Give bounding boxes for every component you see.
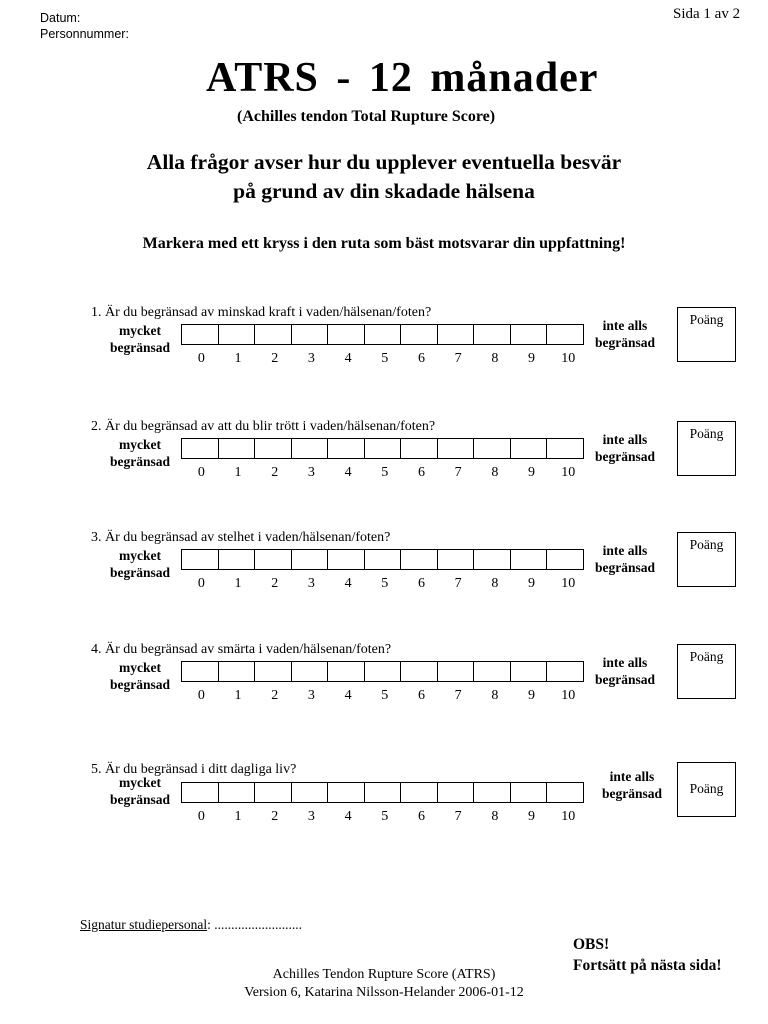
scale-number: 8 [491,351,499,366]
rating-scale [181,324,584,345]
scale-number: 2 [271,688,279,703]
scale-numbers [183,465,587,481]
scale-number: 10 [561,688,576,703]
scale-number: 0 [197,809,205,824]
scale-numbers [183,688,587,704]
scale-number: 7 [454,576,462,591]
scale-number: 5 [381,351,389,366]
label-not-limited: inte alls begränsad [594,432,655,464]
rating-checkbox-9[interactable] [511,325,548,344]
scale-number: 4 [344,351,352,366]
rating-checkbox-9[interactable] [511,662,548,681]
scale-number: 9 [528,576,536,591]
label-very-limited: mycket begränsad [109,548,170,580]
obs-heading: OBS! [573,936,610,953]
page-indicator: Sida 1 av 2 [673,6,741,22]
intro-text [0,148,768,206]
rating-checkbox-7[interactable] [438,325,475,344]
scale-number: 4 [344,809,352,824]
scale-number: 5 [381,465,389,480]
rating-checkbox-2[interactable] [255,662,292,681]
score-box[interactable] [677,762,736,817]
label-very-limited: mycket begränsad [109,660,170,692]
scale-number: 2 [271,465,279,480]
signature-dots: : .......................... [207,917,302,932]
scale-number: 8 [491,465,499,480]
rating-checkbox-7[interactable] [438,439,475,458]
rating-checkbox-10[interactable] [547,550,583,569]
rating-checkbox-4[interactable] [328,325,365,344]
scale-number: 0 [197,688,205,703]
scale-number: 3 [307,351,315,366]
footer-title: Achilles Tendon Rupture Score (ATRS) [272,967,496,982]
scale-number: 1 [234,576,242,591]
label-very-limited: mycket begränsad [109,323,170,355]
rating-scale [181,782,584,803]
rating-checkbox-10[interactable] [547,783,583,802]
question-text: 5. Är du begränsad i ditt dagliga liv? [91,762,297,777]
scale-number: 6 [417,351,425,366]
scale-number: 3 [307,809,315,824]
rating-checkbox-2[interactable] [255,783,292,802]
signature-label: Signatur studiepersonal [80,917,208,932]
rating-checkbox-7[interactable] [438,783,475,802]
scale-number: 8 [491,688,499,703]
rating-checkbox-8[interactable] [474,325,511,344]
scale-number: 7 [454,809,462,824]
rating-checkbox-2[interactable] [255,325,292,344]
scale-numbers [183,576,587,592]
label-not-limited: inte alls begränsad [594,655,655,687]
label-very-limited: mycket begränsad [109,775,170,807]
score-label: Poäng [689,781,724,796]
rating-checkbox-3[interactable] [292,662,329,681]
rating-checkbox-10[interactable] [547,439,583,458]
scale-numbers [183,809,587,825]
scale-number: 4 [344,576,352,591]
scale-number: 6 [417,688,425,703]
scale-number: 2 [271,809,279,824]
score-label: Poäng [689,537,724,552]
rating-checkbox-4[interactable] [328,783,365,802]
rating-checkbox-9[interactable] [511,783,548,802]
rating-checkbox-10[interactable] [547,662,583,681]
question-text: 3. Är du begränsad av stelhet i vaden/hälsenan/foten? [91,530,391,545]
question-text: 4. Är du begränsad av smärta i vaden/hälsenan/foten? [91,642,392,657]
scale-number: 5 [381,688,389,703]
rating-checkbox-0[interactable] [182,550,219,569]
scale-number: 6 [417,465,425,480]
personnummer-label: Personnummer: [40,27,129,41]
rating-checkbox-0[interactable] [182,439,219,458]
score-label: Poäng [689,649,724,664]
rating-checkbox-8[interactable] [474,550,511,569]
scale-number: 4 [344,465,352,480]
rating-checkbox-8[interactable] [474,783,511,802]
label-not-limited: inte alls begränsad [601,769,662,801]
rating-checkbox-2[interactable] [255,439,292,458]
scale-number: 0 [197,465,205,480]
rating-checkbox-0[interactable] [182,662,219,681]
scale-number: 9 [528,688,536,703]
datum-label: Datum: [40,11,81,25]
rating-checkbox-8[interactable] [474,662,511,681]
rating-checkbox-6[interactable] [401,439,438,458]
score-box[interactable] [677,644,736,699]
rating-checkbox-7[interactable] [438,662,475,681]
rating-checkbox-2[interactable] [255,550,292,569]
score-box[interactable] [677,532,736,587]
scale-number: 7 [454,351,462,366]
rating-scale [181,438,584,459]
rating-checkbox-6[interactable] [401,662,438,681]
scale-number: 6 [417,576,425,591]
rating-checkbox-7[interactable] [438,550,475,569]
rating-checkbox-3[interactable] [292,439,329,458]
rating-checkbox-4[interactable] [328,439,365,458]
scale-number: 5 [381,809,389,824]
score-box[interactable] [677,421,736,476]
rating-checkbox-4[interactable] [328,662,365,681]
scale-number: 1 [234,465,242,480]
rating-checkbox-3[interactable] [292,550,329,569]
scale-number: 0 [197,351,205,366]
label-not-limited: inte alls begränsad [594,543,655,575]
obs-continue-text: Fortsätt på nästa sida! [573,957,722,974]
scale-number: 10 [561,809,576,824]
signature-line [80,917,302,933]
rating-checkbox-6[interactable] [401,325,438,344]
intro-line-1: Alla frågor avser hur du upplever eventuella besvär [146,150,622,174]
scale-number: 1 [234,351,242,366]
rating-checkbox-6[interactable] [401,783,438,802]
rating-checkbox-1[interactable] [219,550,256,569]
rating-checkbox-4[interactable] [328,550,365,569]
scale-number: 1 [234,809,242,824]
rating-scale [181,549,584,570]
rating-checkbox-3[interactable] [292,783,329,802]
scale-number: 10 [561,351,576,366]
score-label: Poäng [689,312,724,327]
intro-line-2: på grund av din skadade hälsena [233,179,535,203]
scale-number: 2 [271,351,279,366]
scale-number: 10 [561,576,576,591]
rating-checkbox-0[interactable] [182,325,219,344]
rating-checkbox-3[interactable] [292,325,329,344]
scale-number: 9 [528,809,536,824]
scale-number: 4 [344,688,352,703]
rating-checkbox-1[interactable] [219,662,256,681]
footer [0,966,768,1002]
scale-number: 0 [197,576,205,591]
scale-numbers [183,351,587,367]
rating-checkbox-5[interactable] [365,325,402,344]
page-subtitle: (Achilles tendon Total Rupture Score) [237,108,496,125]
scale-number: 3 [307,576,315,591]
instruction-text: Markera med ett kryss i den ruta som bäst motsvarar din uppfattning! [142,235,626,252]
page-title: ATRS - 12 månader [206,55,599,101]
rating-checkbox-5[interactable] [365,439,402,458]
rating-checkbox-8[interactable] [474,439,511,458]
scale-number: 2 [271,576,279,591]
scale-number: 3 [307,688,315,703]
question-text: 2. Är du begränsad av att du blir trött i vaden/hälsenan/foten? [91,419,436,434]
rating-checkbox-1[interactable] [219,439,256,458]
rating-checkbox-1[interactable] [219,783,256,802]
scale-number: 8 [491,809,499,824]
scale-number: 1 [234,688,242,703]
rating-checkbox-10[interactable] [547,325,583,344]
scale-number: 5 [381,576,389,591]
label-not-limited: inte alls begränsad [594,318,655,350]
scale-number: 7 [454,465,462,480]
rating-scale [181,661,584,682]
score-box[interactable] [677,307,736,362]
rating-checkbox-1[interactable] [219,325,256,344]
rating-checkbox-5[interactable] [365,550,402,569]
scale-number: 8 [491,576,499,591]
scale-number: 10 [561,465,576,480]
rating-checkbox-5[interactable] [365,783,402,802]
rating-checkbox-9[interactable] [511,550,548,569]
scale-number: 3 [307,465,315,480]
rating-checkbox-0[interactable] [182,783,219,802]
score-label: Poäng [689,426,724,441]
question-text: 1. Är du begränsad av minskad kraft i vaden/hälsenan/foten? [91,305,432,320]
rating-checkbox-6[interactable] [401,550,438,569]
scale-number: 7 [454,688,462,703]
scale-number: 6 [417,809,425,824]
label-very-limited: mycket begränsad [109,437,170,469]
footer-version: Version 6, Katarina Nilsson-Helander 2006-01-12 [244,985,524,1000]
rating-checkbox-9[interactable] [511,439,548,458]
rating-checkbox-5[interactable] [365,662,402,681]
scale-number: 9 [528,351,536,366]
scale-number: 9 [528,465,536,480]
